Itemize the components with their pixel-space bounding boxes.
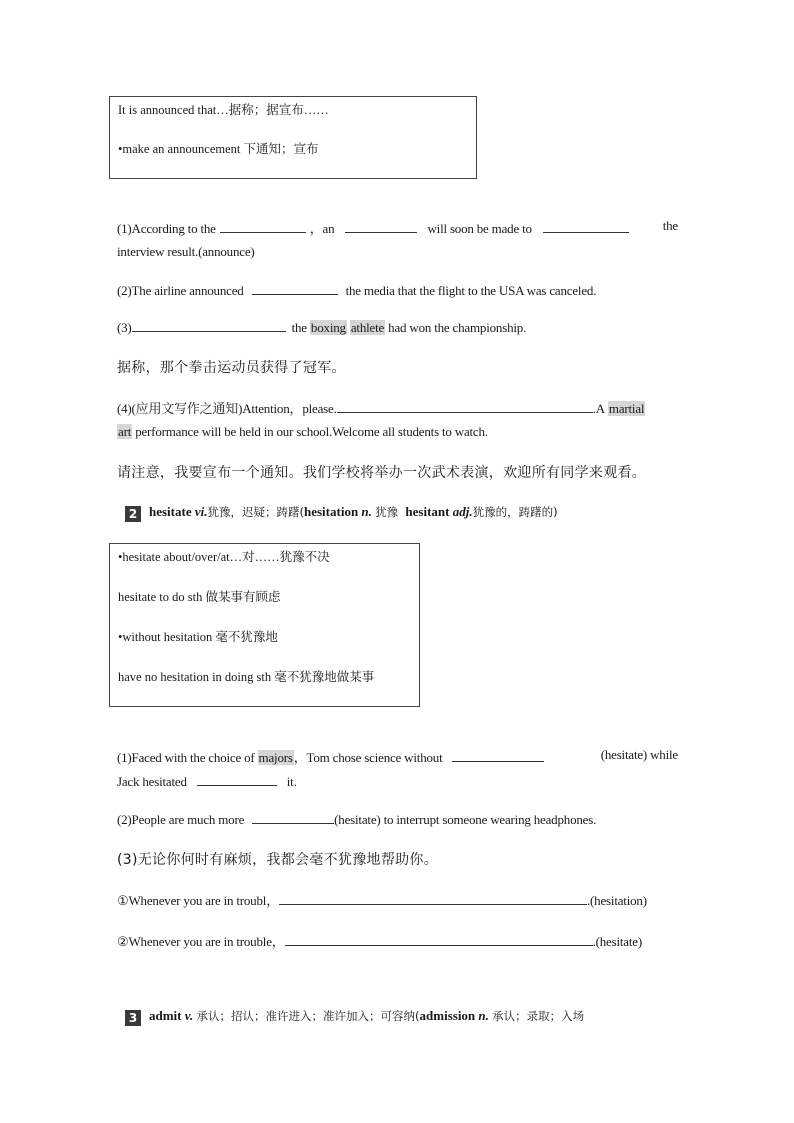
text: (hesitate) while: [600, 747, 678, 762]
answer-blank[interactable]: [197, 773, 277, 786]
meaning: 承认；录取；入场: [492, 1009, 585, 1023]
answer-blank[interactable]: [543, 220, 629, 233]
text: performance will be held in our school.Welcome all students to watch.: [135, 424, 488, 439]
box-line: have no hesitation in doing sth 毫不犹豫地做某事: [118, 670, 375, 684]
exercise-hesitate-2: [117, 811, 596, 828]
text: the: [291, 320, 307, 335]
text: had won the championship.: [388, 320, 527, 335]
box-line: It is announced that…据称；据宣布……: [118, 103, 329, 117]
answer-blank[interactable]: [285, 933, 593, 946]
text: Jack hesitated: [117, 774, 187, 789]
highlighted-word: athlete: [350, 320, 385, 335]
translation-announce-4: 请注意，我要宣布一个通知。我们学校将举办一次武术表演，欢迎所有同学来观看。: [117, 465, 647, 481]
meaning: 犹豫: [375, 505, 399, 519]
answer-blank[interactable]: [452, 749, 544, 762]
box-line: •without hesitation 毫不犹豫地: [118, 630, 278, 644]
meaning: 犹豫，迟疑；踌躇(: [207, 505, 304, 519]
text: the: [662, 218, 678, 233]
text: (3): [117, 320, 132, 335]
highlighted-word: art: [118, 424, 132, 439]
answer-blank[interactable]: [252, 282, 338, 295]
section-heading-admit: [125, 1008, 584, 1026]
exercise-hesitate-1-cont: [117, 773, 297, 790]
exercise-announce-4-cont: [117, 424, 488, 440]
text: (hesitate) to interrupt someone wearing headphones.: [334, 812, 597, 827]
answer-blank[interactable]: [132, 319, 286, 332]
text: ，Tom chose science without: [293, 750, 443, 765]
answer-blank[interactable]: [337, 400, 593, 413]
part-of-speech: v.: [184, 1008, 194, 1023]
exercise-hesitate-1: [117, 747, 678, 766]
answer-blank[interactable]: [252, 811, 334, 824]
phrase-box-hesitate: [109, 543, 420, 707]
part-of-speech: adj.: [452, 504, 473, 519]
text: ，an: [309, 221, 335, 236]
exercise-hesitate-3-1: [117, 890, 647, 909]
text: .(hesitation): [587, 893, 647, 908]
section-number: 3: [125, 1010, 141, 1026]
text: (2)People are much more: [117, 812, 245, 827]
part-of-speech: n.: [478, 1008, 489, 1023]
derived-word: admission: [419, 1008, 476, 1023]
text: will soon be made to: [427, 221, 532, 236]
translation-announce-3: 据称，那个拳击运动员获得了冠军。: [117, 360, 346, 376]
text: .(hesitate): [592, 934, 642, 949]
text: (2)The airline announced: [117, 283, 244, 298]
text: .A: [592, 401, 605, 416]
exercise-announce-4: [117, 398, 645, 417]
part-of-speech: vi.: [194, 504, 208, 519]
highlighted-word: martial: [608, 401, 645, 416]
meaning: 承认；招认；准许进入；准许加入；可容纳(: [196, 1009, 420, 1023]
headword: hesitate: [149, 504, 192, 519]
box-line: •make an announcement 下通知；宣布: [118, 142, 319, 156]
derived-word: hesitant: [405, 504, 450, 519]
answer-blank[interactable]: [279, 892, 587, 905]
text: ②Whenever you are in trouble，: [117, 934, 285, 949]
exercise-announce-3: [117, 319, 526, 336]
exercise-announce-1-cont: interview result.(announce): [117, 244, 255, 259]
box-line: •hesitate about/over/at…对……犹豫不决: [118, 550, 330, 564]
meaning: 犹豫的，踌躇的): [472, 505, 558, 519]
text: the media that the flight to the USA was canceled.: [345, 283, 597, 298]
phrase-box-announce: [109, 96, 477, 179]
highlighted-word: boxing: [310, 320, 346, 335]
answer-blank[interactable]: [220, 220, 306, 233]
derived-word: hesitation: [304, 504, 359, 519]
section-heading-hesitate: [125, 504, 558, 522]
part-of-speech: n.: [361, 504, 372, 519]
text: (1)According to the: [117, 221, 216, 236]
text: (1)Faced with the choice of: [117, 750, 255, 765]
translation-hesitate-3: (3)无论你何时有麻烦，我都会毫不犹豫地帮助你。: [117, 852, 439, 868]
headword: admit: [149, 1008, 182, 1023]
text: (4)(应用文写作之通知)Attention，please.: [117, 401, 337, 416]
box-line: hesitate to do sth 做某事有顾虑: [118, 590, 281, 604]
text: it.: [286, 774, 297, 789]
highlighted-word: majors: [258, 750, 293, 765]
exercise-hesitate-3-2: [117, 931, 642, 950]
exercise-announce-1: [117, 218, 678, 237]
section-number: 2: [125, 506, 141, 522]
answer-blank[interactable]: [345, 220, 417, 233]
exercise-announce-2: [117, 282, 596, 299]
text: ①Whenever you are in troubl，: [117, 893, 279, 908]
